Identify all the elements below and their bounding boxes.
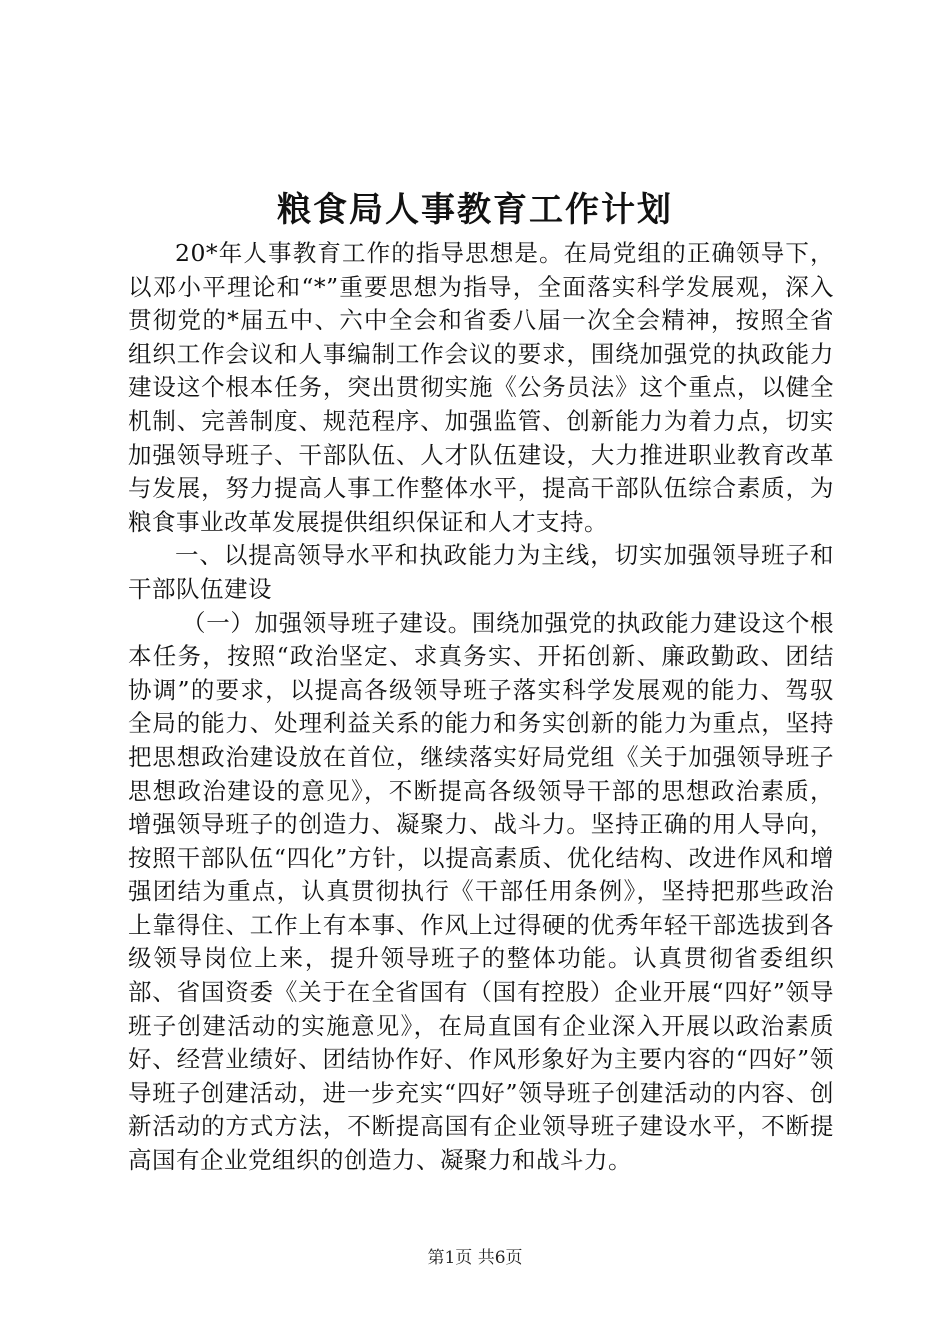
document-title: 粮食局人事教育工作计划 xyxy=(277,190,673,230)
page-number-footer: 第1页 共6页 xyxy=(427,1248,523,1268)
paragraph-leadership-building: （一）加强领导班子建设。围绕加强党的执政能力建设这个根本任务，按照“政治坚定、求真务实、开拓创新、廉政勤政、团结协调”的要求，以提高各级领导班子落实科学发展观的能力、驾驭全局的能力、处理利益关系的能力和务实创新的能力为重点，坚持把思想政治建设放在首位，继续落实好局党组《关于加强领导班子思想政治建设的意见》，不断提高各级领导干部的思想政治素质，增强领导班子的创造力、凝聚力、战斗力。坚持正确的用人导向，按照干部队伍“四化”方针，以提高素质、优化结构、改进作风和增强团结为重点，认真贯彻执行《干部任用条例》，坚持把那些政治上靠得住、工作上有本事、作风上过得硬的优秀年轻干部选拔到各级领导岗位上来，提升领导班子的整体功能。认真贯彻省委组织部、省国资委《关于在全省国有（国有控股）企业开展“四好”领导班子创建活动的实施意见》，在局直国有企业深入开展以政治素质好、经营业绩好、团结协作好、作风形象好为主要内容的“四好”领导班子创建活动，进一步充实“四好”领导班子创建活动的内容、创新活动的方式方法，不断提高国有企业领导班子建设水平，不断提高国有企业党组织的创造力、凝聚力和战斗力。 xyxy=(128,608,834,1175)
paragraph-section-heading-1: 一、以提高领导水平和执政能力为主线，切实加强领导班子和干部队伍建设 xyxy=(128,541,834,603)
paragraph-guiding-thought: 20*年人事教育工作的指导思想是。在局党组的正确领导下，以邓小平理论和“*”重要思想为指导，全面落实科学发展观，深入贯彻党的*届五中、六中全会和省委八届一次全会精神，按照全省组织工作会议和人事编制工作会议的要求，围绕加强党的执政能力建设这个根本任务，突出贯彻实施《公务员法》这个重点，以健全机制、完善制度、规范程序、加强监管、创新能力为着力点，切实加强领导班子、干部队伍、人才队伍建设，大力推进职业教育改革与发展，努力提高人事工作整体水平，提高干部队伍综合素质，为粮食事业改革发展提供组织保证和人才支持。 xyxy=(128,239,834,536)
document-body xyxy=(128,237,834,1178)
